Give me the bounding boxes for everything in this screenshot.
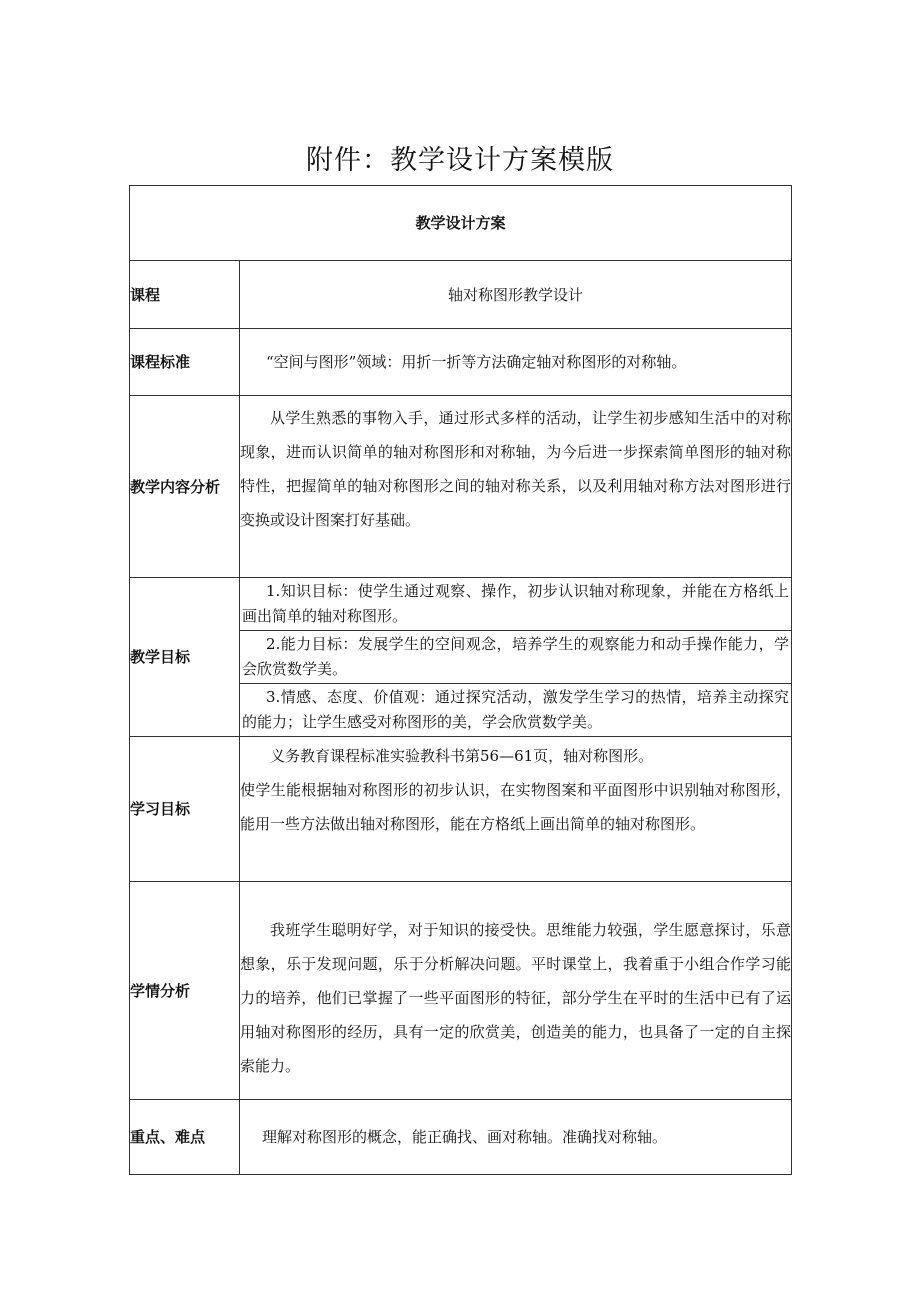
- learning-goals-line2: 使学生能根据轴对称图形的初步认识，在实物图案和平面图形中识别轴对称图形，能用一些方法做出轴对称图形，能在方格纸上画出简单的轴对称图形。: [240, 781, 792, 833]
- learning-goals-line1: 义务教育课程标准实验教科书第56—61页，轴对称图形。: [270, 747, 654, 765]
- student-analysis-text: 我班学生聪明好学，对于知识的接受快。思维能力较强，学生愿意探讨，乐意想象，乐于发现问题，乐于分析解决问题。平时课堂上，我着重于小组合作学习能力的培养，他们已掌握了一些平面图形的特征，部分学生在平时的生活中已有了运用轴对称图形的经历，具有一定的欣赏美，创造美的能力，也具备了一定的自主探索能力。: [240, 920, 792, 1075]
- content-analysis-row: [130, 396, 792, 578]
- content-analysis-label: 教学内容分析: [130, 396, 240, 578]
- student-analysis-row: [130, 882, 792, 1100]
- teaching-goal-item: 1.知识目标：使学生通过观察、操作，初步认识轴对称现象，并能在方格纸上画出简单的轴对称图形。: [240, 578, 791, 631]
- teaching-goal-item: 2.能力目标：发展学生的空间观念，培养学生的观察能力和动手操作能力，学会欣赏数学美。: [240, 631, 791, 684]
- key-points-value: 理解对称图形的概念，能正确找、画对称轴。准确找对称轴。: [240, 1100, 792, 1175]
- student-analysis-label: 学情分析: [130, 882, 240, 1100]
- table-header-row: [130, 186, 792, 261]
- teaching-goals-label: 教学目标: [130, 578, 240, 737]
- learning-goals-cell: [240, 737, 792, 882]
- page-title: 附件：教学设计方案模版: [306, 145, 614, 176]
- key-points-label: 重点、难点: [130, 1100, 240, 1175]
- lesson-plan-table: [129, 185, 792, 1175]
- course-value: 轴对称图形教学设计: [240, 261, 792, 329]
- table-header: 教学设计方案: [130, 186, 792, 261]
- key-points-row: [130, 1100, 792, 1175]
- teaching-goals-cell: [240, 578, 792, 737]
- teaching-goals-row: [130, 578, 792, 737]
- teaching-goal-item: 3.情感、态度、价值观：通过探究活动，激发学生学习的热情，培养主动探究的能力；让学生感受对称图形的美，学会欣赏数学美。: [242, 688, 790, 731]
- course-row: [130, 261, 792, 329]
- learning-goals-label: 学习目标: [130, 737, 240, 882]
- learning-goals-row: [130, 737, 792, 882]
- standard-row: [130, 329, 792, 396]
- content-analysis-text: 从学生熟悉的事物入手，通过形式多样的活动，让学生初步感知生活中的对称现象，进而认识简单的轴对称图形和对称轴，为今后进一步探索简单图形的轴对称特性，把握简单的轴对称图形之间的轴对称关系，以及利用轴对称方法对图形进行变换或设计图案打好基础。: [240, 409, 792, 529]
- course-label: 课程: [130, 261, 240, 329]
- student-analysis-cell: [240, 882, 792, 1100]
- content-analysis-cell: [240, 396, 792, 578]
- standard-value: “空间与图形”领域：用折一折等方法确定轴对称图形的对称轴。: [240, 329, 792, 396]
- standard-label: 课程标准: [130, 329, 240, 396]
